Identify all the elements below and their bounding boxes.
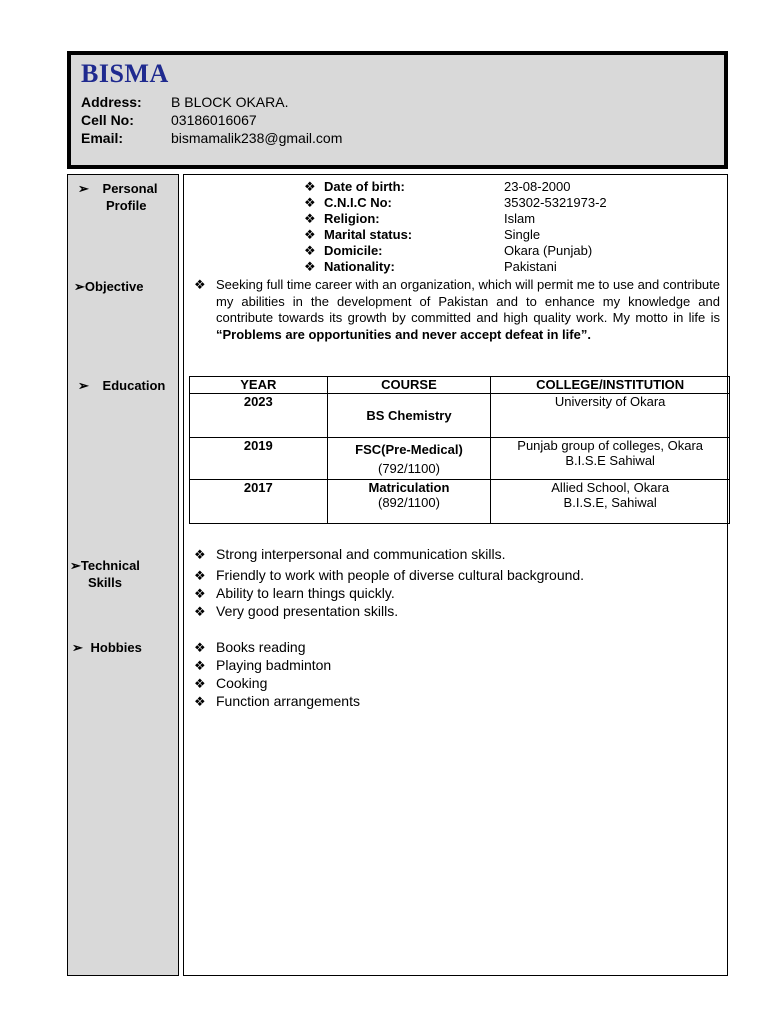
diamond-bullet-icon: ❖ (194, 568, 206, 583)
email-label: Email: (81, 130, 124, 146)
hobby-item (194, 674, 267, 693)
diamond-bullet-icon: ❖ (194, 694, 206, 709)
skill-item (194, 602, 398, 621)
sidebar-profile-label: Profile (106, 198, 147, 213)
hobby-text: Cooking (216, 675, 268, 691)
institution-board: B.I.S.E, Sahiwal (563, 495, 657, 510)
cell-value: 03186016067 (171, 112, 257, 128)
skill-text: Strong interpersonal and communication skills. (216, 546, 506, 562)
course-marks: (892/1100) (378, 495, 440, 510)
objective-text-block (216, 277, 720, 343)
column-header-year: YEAR (190, 377, 328, 394)
table-row (190, 394, 730, 438)
personal-label: Religion: (324, 211, 380, 226)
institution-cell: University of Okara (491, 394, 730, 438)
sidebar-personal-profile (78, 180, 157, 214)
address-label: Address: (81, 94, 142, 110)
sidebar-education (78, 377, 165, 394)
column-header-course: COURSE (327, 377, 491, 394)
personal-value: Single (504, 227, 541, 242)
personal-label: C.N.I.C No: (324, 195, 392, 210)
skill-item (194, 545, 505, 564)
personal-value: Pakistani (504, 259, 557, 274)
objective-text: Seeking full time career with an organization, which will permit me to use and contribute my abilities in the development of Pakistan and to enhance my knowledge and contribute towards its growth by committed and high quality work. My motto in life is (216, 277, 720, 325)
arrow-icon: ➢ (78, 181, 89, 196)
candidate-name: BISMA (81, 59, 169, 88)
institution-cell (491, 480, 730, 524)
sidebar-objective-label: Objective (84, 279, 144, 294)
header-box (67, 51, 728, 169)
sidebar-skills-label: Skills (88, 575, 122, 590)
arrow-icon: ➢ (72, 640, 83, 655)
diamond-bullet-icon: ❖ (194, 640, 206, 655)
hobby-item (194, 656, 331, 675)
sidebar-hobbies (72, 639, 142, 656)
sidebar-education-label: Education (102, 378, 166, 393)
institution-name: Allied School, Okara (551, 480, 670, 495)
sidebar-technical-label: Technical (80, 558, 140, 573)
hobby-item (194, 692, 360, 711)
personal-label: Marital status: (324, 227, 413, 242)
table-row (190, 480, 730, 524)
institution-board: B.I.S.E Sahiwal (565, 453, 655, 468)
diamond-bullet-icon: ❖ (194, 676, 206, 691)
cell-label: Cell No: (81, 112, 134, 128)
course-marks: (792/1100) (378, 461, 440, 476)
institution-name: Punjab group of colleges, Okara (517, 438, 704, 453)
personal-value: 23-08-2000 (504, 179, 571, 194)
course-name: FSC(Pre-Medical) (355, 442, 463, 457)
personal-value: Islam (504, 211, 536, 226)
year-cell: 2019 (190, 438, 328, 480)
arrow-icon: ➢ (70, 558, 81, 573)
skill-item (194, 566, 584, 585)
personal-row (304, 211, 724, 227)
personal-row (304, 179, 724, 195)
personal-label: Domicile: (324, 243, 383, 258)
arrow-icon: ➢ (74, 279, 85, 294)
course-name: Matriculation (368, 480, 450, 495)
personal-row (304, 195, 724, 211)
table-header-row (190, 377, 730, 394)
personal-label: Nationality: (324, 259, 395, 274)
hobby-item (194, 638, 306, 657)
diamond-bullet-icon: ❖ (194, 586, 206, 601)
sidebar-objective (74, 278, 143, 295)
skill-text: Very good presentation skills. (216, 603, 399, 619)
year-cell: 2017 (190, 480, 328, 524)
sidebar-technical-skills (70, 557, 140, 591)
diamond-bullet-icon: ❖ (194, 547, 206, 562)
arrow-icon: ➢ (78, 378, 89, 393)
address-row (81, 93, 288, 111)
skill-text: Friendly to work with people of diverse cultural background. (216, 567, 585, 583)
diamond-bullet-icon: ❖ (304, 227, 316, 242)
course-cell: BS Chemistry (327, 394, 491, 438)
diamond-bullet-icon: ❖ (304, 195, 316, 210)
personal-value: Okara (Punjab) (504, 243, 593, 258)
sidebar-personal-label: Personal (102, 181, 158, 196)
diamond-bullet-icon: ❖ (304, 211, 316, 226)
hobby-text: Playing badminton (216, 657, 332, 673)
diamond-bullet-icon: ❖ (304, 243, 316, 258)
objective-motto: “Problems are opportunities and never accept defeat in life”. (216, 326, 591, 342)
personal-row (304, 259, 724, 275)
hobby-text: Function arrangements (216, 693, 360, 709)
personal-row (304, 243, 724, 259)
section-content (183, 174, 728, 976)
diamond-bullet-icon: ❖ (194, 277, 206, 292)
email-row (81, 129, 342, 147)
diamond-bullet-icon: ❖ (304, 179, 316, 194)
address-value: B BLOCK OKARA. (171, 94, 289, 110)
education-table (189, 376, 730, 524)
objective-paragraph (194, 277, 720, 343)
course-cell (327, 438, 491, 480)
personal-value: 35302-5321973-2 (504, 195, 607, 210)
personal-row (304, 227, 724, 243)
year-cell: 2023 (190, 394, 328, 438)
skill-item (194, 584, 395, 603)
course-cell (327, 480, 491, 524)
cell-row (81, 111, 257, 129)
diamond-bullet-icon: ❖ (304, 259, 316, 274)
sidebar-hobbies-label: Hobbies (90, 640, 142, 655)
personal-label: Date of birth: (324, 179, 405, 194)
skill-text: Ability to learn things quickly. (216, 585, 395, 601)
table-row (190, 438, 730, 480)
email-value: bismamalik238@gmail.com (171, 130, 343, 146)
column-header-institution: COLLEGE/INSTITUTION (491, 377, 730, 394)
section-sidebar (67, 174, 179, 976)
hobby-text: Books reading (216, 639, 306, 655)
diamond-bullet-icon: ❖ (194, 658, 206, 673)
institution-cell (491, 438, 730, 480)
diamond-bullet-icon: ❖ (194, 604, 206, 619)
